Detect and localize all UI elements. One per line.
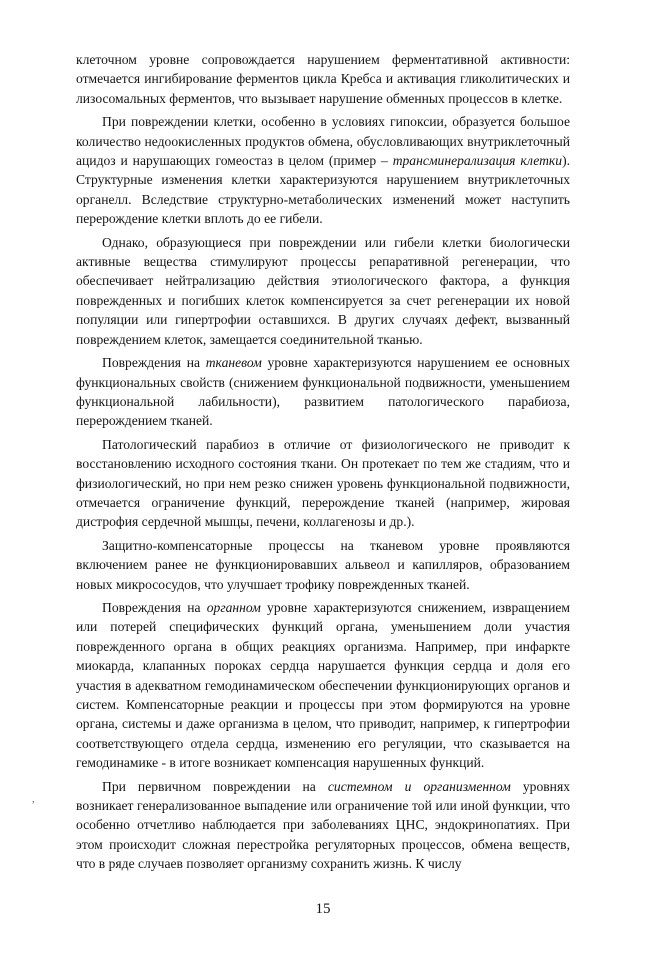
paragraph-2 bbox=[76, 112, 570, 228]
paragraph-4 bbox=[76, 353, 570, 431]
paragraph-7-italic-term: органном bbox=[206, 599, 261, 615]
paragraph-8-text-b: уровнях возникает генерализованное выпадение или ограничение той или иной функции, что особенно отчетливо наблюдается при заболеваниях ЦНС, эндокринопатиях. При этом происходит сложная перестройка регуляторных процессов, обмена веществ, что в ряде случаев позволяет организму сохранить жизнь. К числу bbox=[76, 778, 570, 872]
paragraph-4-text-b: уровне характеризуются нарушением ее основных функциональных свойств (снижением функциональной подвижности, уменьшением функциональной лабильности), развитием патологического парабиоза, перерождением тканей. bbox=[76, 355, 570, 429]
paragraph-6 bbox=[76, 536, 570, 594]
paragraph-7-text-a: Повреждения на bbox=[102, 599, 207, 615]
paragraph-1 bbox=[76, 50, 570, 108]
paragraph-7-text-b: уровне характеризуются снижением, извращением или потерей специфических функций органа, уменьшением доли участия поврежденного органа в общих реакциях организма. Например, при инфаркте миокарда, клапанных пороках сердца нарушается функция сердца и доля его участия в адекватном гемодинамическом обеспечении функционирующих органов и систем. Компенсаторные реакции и процессы при этом формируются на уровне органа, системы и даже организма в целом, что приводит, например, к гипертрофии соответствующего отдела сердца, изменению его регуляции, что сказывается на гемодинамике - в итоге возникает компенсация нарушенных функций. bbox=[76, 599, 570, 771]
paragraph-3-text: Однако, образующиеся при повреждении или гибели клетки биологически активные вещества стимулируют процессы репаративной регенерации, что обеспечивает нейтрализацию действия этиологического фактора, а функция поврежденных и погибших клеток компенсируется за счет регенерации их новой популяции или гипертрофии оставшихся. В других случаях дефект, вызванный повреждением клеток, замещается соединительной тканью. bbox=[76, 234, 570, 347]
paragraph-2-text-a: При повреждении клетки, особенно в условиях гипоксии, образуется большое количество недоокисленных продуктов обмена, обусловливающих внутриклеточный ацидоз и нарушающих гомеостаз в целом (пример – bbox=[76, 114, 570, 169]
paragraph-4-italic-term: тканевом bbox=[205, 355, 262, 371]
paragraph-8-italic-term: системном и организменном bbox=[327, 778, 511, 794]
paragraph-3 bbox=[76, 233, 570, 349]
paragraph-8 bbox=[76, 777, 570, 874]
page-number: 15 bbox=[315, 901, 331, 917]
paragraph-7 bbox=[76, 598, 570, 773]
paragraph-5 bbox=[76, 435, 570, 532]
paragraph-4-text-a: Повреждения на bbox=[102, 355, 206, 371]
paragraph-8-text-a: При первичном повреждении на bbox=[102, 778, 328, 794]
paragraph-2-italic-term: трансминерализация клетки bbox=[392, 153, 563, 169]
margin-mark: , bbox=[32, 794, 35, 805]
paragraph-1-text: клеточном уровне сопровождается нарушением ферментативной активности: отмечается ингибирование ферментов цикла Кребса и активация гликолитических и лизосомальных ферментов, что вызывает нарушение обменных процессов в клетке. bbox=[76, 52, 570, 106]
document-page bbox=[76, 50, 570, 878]
paragraph-6-text: Защитно-компенсаторные процессы на тканевом уровне проявляются включением ранее не функционировавших альвеол и капилляров, образованием новых микрососудов, что улучшает трофику поврежденных тканей. bbox=[76, 537, 570, 592]
paragraph-5-text: Патологический парабиоз в отличие от физиологического не приводит к восстановлению исходного состояния ткани. Он протекает по тем же стадиям, что и физиологический, но при нем резко снижен уровень функциональной подвижности, отмечается ограничение функций, перерождение тканей (например, жировая дистрофия сердечной мышцы, печени, коллагенозы и др.). bbox=[76, 436, 570, 530]
paragraph-2-text-b: ). Структурные изменения клетки характеризуются нарушением внутриклеточных органелл. Вследствие структурно-метаболических изменений может наступить перерождение клетки вплоть до ее гибели. bbox=[76, 153, 570, 227]
